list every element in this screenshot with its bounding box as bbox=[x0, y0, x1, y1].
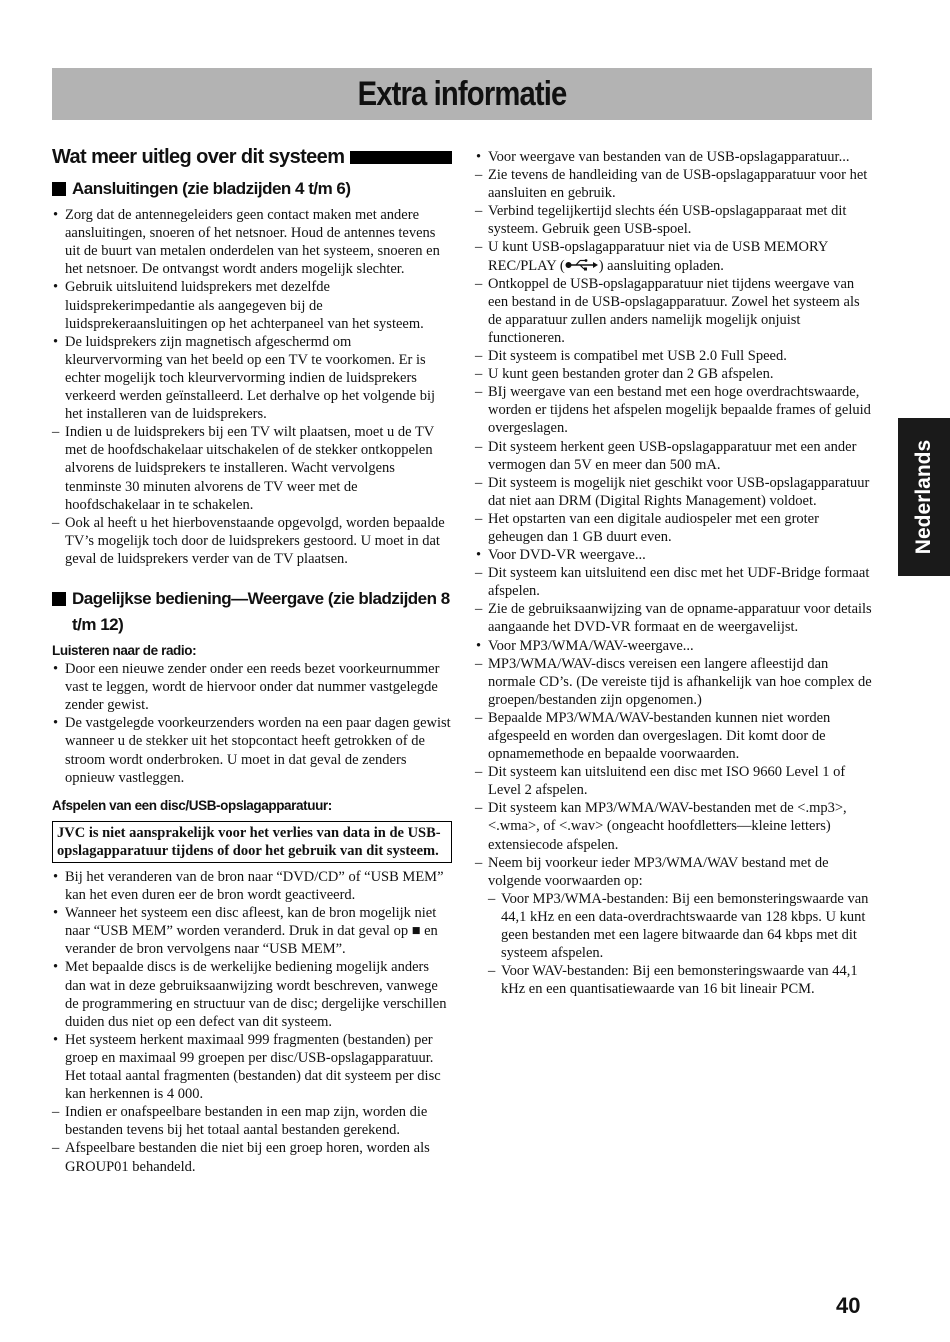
heading-rule bbox=[350, 151, 452, 164]
right-column bbox=[475, 148, 875, 998]
sub-list-item: – Zie tevens de handleiding van de USB-opslagapparatuur voor het aansluiten en gebruik. bbox=[475, 166, 875, 202]
subsection-heading-aansluitingen: Aansluitingen (zie bladzijden 4 t/m 6) bbox=[52, 176, 452, 202]
sub-list-item: – Het opstarten van een digitale audiospeler met een groter geheugen dan 1 GB duurt even. bbox=[475, 510, 875, 546]
usb-list bbox=[475, 148, 875, 546]
page-number: 40 bbox=[836, 1293, 861, 1318]
list-item: • De vastgelegde voorkeurzenders worden na een paar dagen gewist wanneer u de stekker uit het stopcontact heeft getrokken of de stroom wordt onderbroken. U moet in dat geval de zenders opnieuw vastleggen. bbox=[52, 714, 452, 786]
sub-list-item: – Ook al heeft u het hierbovenstaande opgevolgd, worden bepaalde TV’s mogelijk toch door de luidsprekers gestoord. U moet in dat geval de luidsprekers verder van de TV plaatsen. bbox=[52, 514, 452, 568]
section-title: Wat meer uitleg over dit systeem bbox=[52, 146, 345, 168]
subsection-heading-dagelijks: Dagelijkse bediening—Weergave (zie bladzijden 8 t/m 12) bbox=[52, 586, 452, 638]
sub-list-item: – Dit systeem is compatibel met USB 2.0 Full Speed. bbox=[475, 347, 875, 365]
sub-list-item: – Indien er onafspeelbare bestanden in een map zijn, worden die bestanden tevens bij het totaal aantal bestanden gerekend. bbox=[52, 1103, 452, 1139]
sub-list-item: – Indien u de luidsprekers bij een TV wilt plaatsen, moet u de TV met de hoofdschakelaar uitschakelen of de stekker ontkoppelen alvorens de luidsprekers te installeren. Wacht vervolgens tenminste 30 minuten alvorens de TV weer met de hoofdschakelaar in te schakelen. bbox=[52, 423, 452, 513]
radio-list bbox=[52, 660, 452, 787]
aansluitingen-list bbox=[52, 206, 452, 568]
list-item: • Gebruik uitsluitend luidsprekers met dezelfde luidsprekerimpedantie als aangegeven bij de luidsprekeraansluitingen op het achterpaneel van het systeem. bbox=[52, 278, 452, 332]
sub-sub-list-item: – Voor MP3/WMA-bestanden: Bij een bemonsteringswaarde van 44,1 kHz en een data-overdrachtswaarde van 128 kbps. U kunt geen bestanden met een lagere bitwaarde dan 64 kbps met dit systeem afspelen. bbox=[475, 890, 875, 962]
list-item: • Met bepaalde discs is de werkelijke bediening mogelijk anders dan wat in deze gebruiksaanwijzing wordt beschreven, vanwege de programmering en structuur van de disc; dergelijke verschillen duiden dus niet op een defect van dit systeem. bbox=[52, 958, 452, 1030]
stop-icon: ■ bbox=[411, 923, 421, 940]
sub-list-item: – U kunt USB-opslagapparatuur niet via de USB MEMORY REC/PLAY ( ) aansluiting opladen. bbox=[475, 238, 875, 274]
sub-list-item: – Dit systeem kan MP3/WMA/WAV-bestanden met de <.mp3>, <.wma>, of <.wav> (ongeacht hoofdletters—kleine letters) extensiecode afspelen. bbox=[475, 799, 875, 853]
dvdvr-list bbox=[475, 546, 875, 636]
notice-box: JVC is niet aansprakelijk voor het verlies van data in de USB-opslagapparatuur tijdens of door het gebruik van dit systeem. bbox=[52, 821, 452, 863]
list-item: • Door een nieuwe zender onder een reeds bezet voorkeurnummer vast te leggen, wordt de hiervoor onder dat nummer vastgelegde zender gewist. bbox=[52, 660, 452, 714]
sub-list-item: – MP3/WMA/WAV-discs vereisen een langere afleestijd dan normale CD’s. (De vereiste tijd is afhankelijk van hoe complex de groepen/bestanden zijn opgenomen.) bbox=[475, 655, 875, 709]
list-item: • Voor weergave van bestanden van de USB-opslagapparatuur... bbox=[475, 148, 875, 166]
sub-list-item: – Bepaalde MP3/WMA/WAV-bestanden kunnen niet worden afgespeeld en worden dan overgeslagen. Dit komt door de opnamemethode en bepaalde voorwaarden. bbox=[475, 709, 875, 763]
sub-list-item: – U kunt geen bestanden groter dan 2 GB afspelen. bbox=[475, 365, 875, 383]
usb-icon bbox=[565, 259, 599, 271]
disc-list bbox=[52, 868, 452, 1176]
title-bar bbox=[52, 68, 872, 120]
square-bullet-icon bbox=[52, 182, 66, 196]
page-title: Extra informatie bbox=[357, 75, 567, 113]
list-item: • Voor MP3/WMA/WAV-weergave... bbox=[475, 637, 875, 655]
sub-list-item: – Zie de gebruiksaanwijzing van de opname-apparatuur voor details aangaande het DVD-VR formaat en de weergavelijst. bbox=[475, 600, 875, 636]
mp3-list bbox=[475, 637, 875, 999]
left-column bbox=[52, 148, 452, 1176]
sub-list-item: – Dit systeem herkent geen USB-opslagapparatuur met een ander vermogen dan 5V en meer dan 500 mA. bbox=[475, 438, 875, 474]
list-item: • Voor DVD-VR weergave... bbox=[475, 546, 875, 564]
sub-list-item: – Ontkoppel de USB-opslagapparatuur niet tijdens weergave van een bestand in de USB-opslagapparatuur. Zowel het systeem als de apparatuur zullen anders namelijk mogelijk onjuist functioneren. bbox=[475, 275, 875, 347]
sub-list-item: – Verbind tegelijkertijd slechts één USB-opslagapparaat met dit systeem. Gebruik geen USB-spoel. bbox=[475, 202, 875, 238]
language-tab bbox=[898, 418, 950, 576]
radio-heading: Luisteren naar de radio: bbox=[52, 642, 197, 658]
disc-heading: Afspelen van een disc/USB-opslagapparatuur: bbox=[52, 797, 332, 813]
sub-list-item: – Dit systeem kan uitsluitend een disc met ISO 9660 Level 1 of Level 2 afspelen. bbox=[475, 763, 875, 799]
list-item: • De luidsprekers zijn magnetisch afgeschermd om kleurvervorming van het beeld op een TV te voorkomen. Er is echter mogelijk toch kleurvervorming indien de luidsprekers verkeerd werden geïnstalleerd. Let derhalve op het volgende bij het installeren van de luidsprekers. bbox=[52, 333, 452, 423]
list-item: • Wanneer het systeem een disc afleest, kan de bron mogelijk niet naar “USB MEM” worden veranderd. Druk in dat geval op ■ en verander de bron vervolgens naar “USB MEM”. bbox=[52, 904, 452, 958]
sub-list-item: – Dit systeem kan uitsluitend een disc met het UDF-Bridge formaat afspelen. bbox=[475, 564, 875, 600]
sub-list-item: – Afspeelbare bestanden die niet bij een groep horen, worden als GROUP01 behandeld. bbox=[52, 1139, 452, 1175]
sub-list-item: – Neem bij voorkeur ieder MP3/WMA/WAV bestand met de volgende voorwaarden op: bbox=[475, 854, 875, 890]
sub-list-item: – BIj weergave van een bestand met een hoge overdrachtswaarde, worden er tijdens het afspelen mogelijk bepaalde frames of geluid overgeslagen. bbox=[475, 383, 875, 437]
list-item: • Het systeem herkent maximaal 999 fragmenten (bestanden) per groep en maximaal 99 groepen per disc/USB-opslagapparatuur. Het totaal aantal fragmenten (bestanden) dat dit systeem per disc kan herkennen is 4 000. bbox=[52, 1031, 452, 1103]
list-item: • Bij het veranderen van de bron naar “DVD/CD” of “USB MEM” kan het even duren eer de bron wordt geactiveerd. bbox=[52, 868, 452, 904]
sub-list-item: – Dit systeem is mogelijk niet geschikt voor USB-opslagapparatuur dat niet aan DRM (Digital Rights Management) voldoet. bbox=[475, 474, 875, 510]
section-heading bbox=[52, 148, 452, 166]
square-bullet-icon bbox=[52, 592, 66, 606]
list-item: • Zorg dat de antennegeleiders geen contact maken met andere aansluitingen, snoeren of het netsnoer. Houd de antennes tevens uit de buurt van metalen onderdelen van het systeem, snoeren en het netsnoer. De ontvangst wordt anders mogelijk slechter. bbox=[52, 206, 452, 278]
sub-sub-list-item: – Voor WAV-bestanden: Bij een bemonsteringswaarde van 44,1 kHz en een quantisatiewaarde van 16 bit lineair PCM. bbox=[475, 962, 875, 998]
language-tab-label: Nederlands bbox=[912, 439, 935, 555]
